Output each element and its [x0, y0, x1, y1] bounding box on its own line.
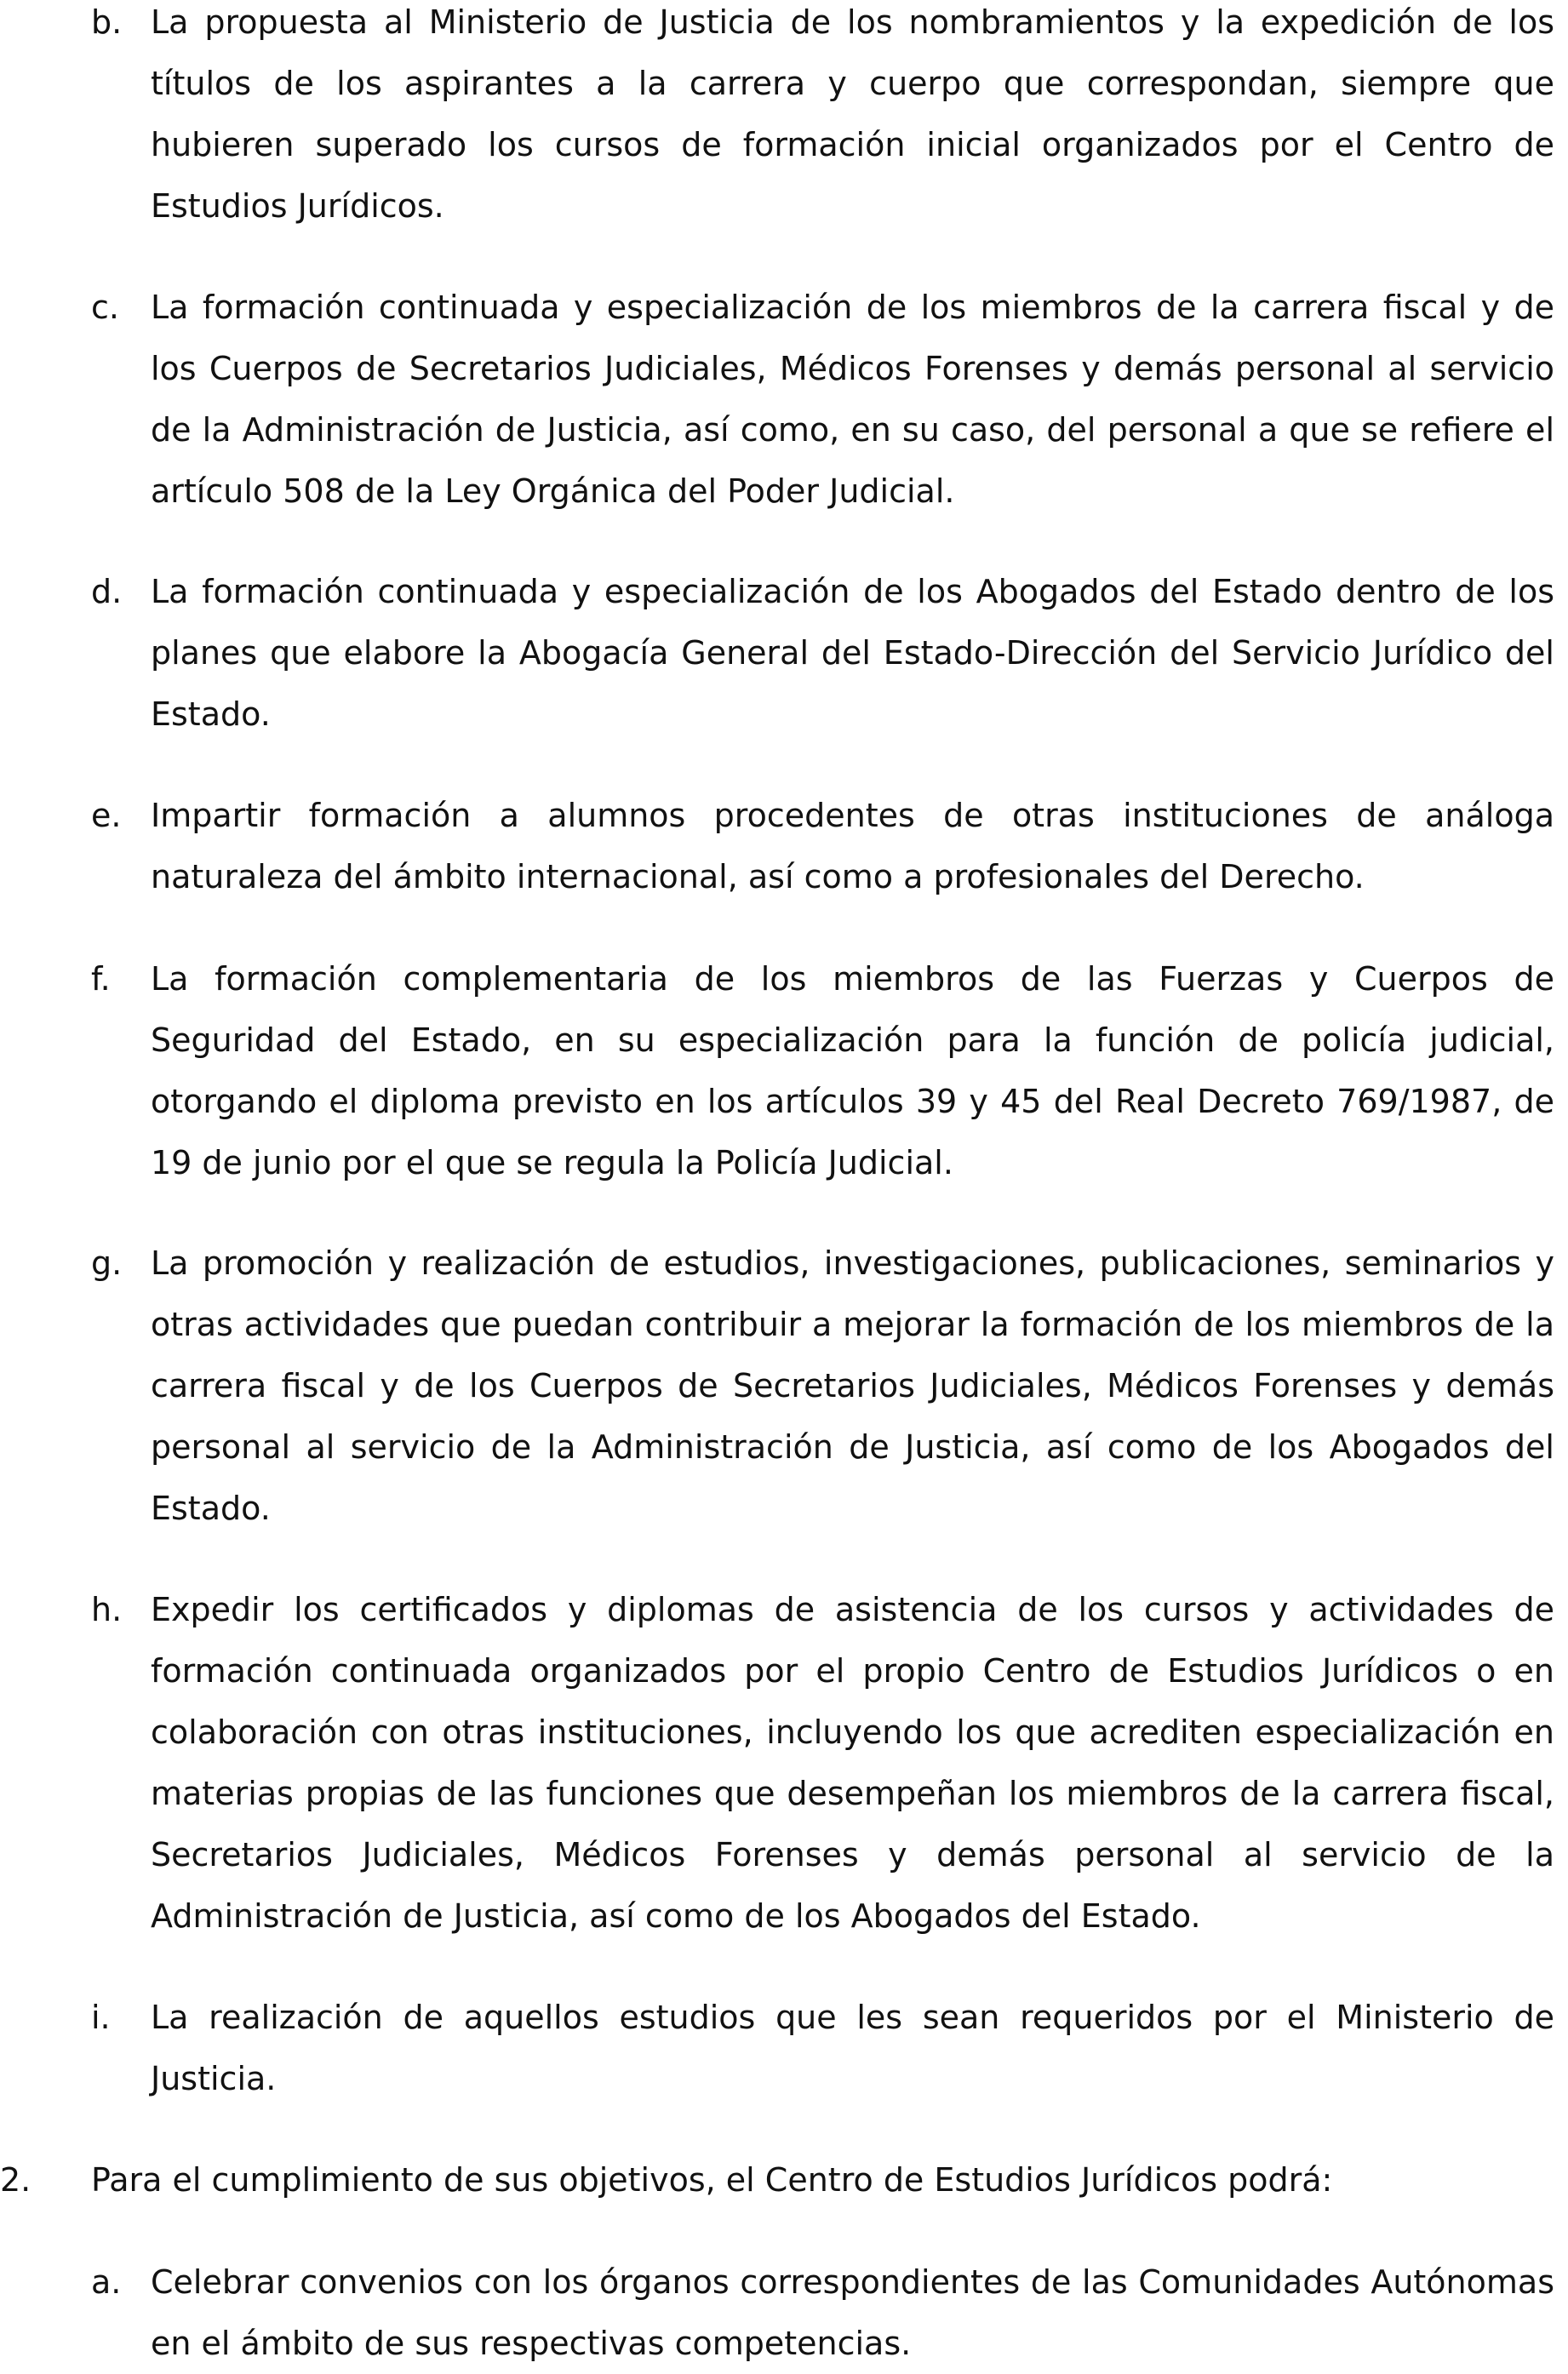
list-item-text: La promoción y realización de estudios, investigaciones, publicaciones, seminarios y otras actividades que puedan contribuir a mejorar la formación de los miembros de la carrera fiscal y de los Cuerpos de Secretarios Judiciales, Médicos Forenses y demás personal al servicio de la Administración de Justicia, así como de los Abogados del Estado.: [151, 1244, 1554, 1527]
list-item-text: La formación complementaria de los miembros de las Fuerzas y Cuerpos de Seguridad del Estado, en su especialización para la función de policía judicial, otorgando el diploma previsto en los artículos 39 y 45 del Real Decreto 769/1987, de 19 de junio por el que se regula la Policía Judicial.: [151, 960, 1554, 1181]
list-marker: c.: [91, 289, 119, 326]
list-marker: g.: [91, 1244, 123, 1282]
list-item-text: Para el cumplimiento de sus objetivos, el Centro de Estudios Jurídicos podrá:: [91, 2161, 1333, 2199]
list-marker: e.: [91, 797, 122, 834]
list-marker: 2.: [0, 2161, 31, 2199]
list-marker: b.: [91, 3, 123, 41]
list-item-text: La propuesta al Ministerio de Justicia de los nombramientos y la expedición de los títulos de los aspirantes a la carrera y cuerpo que correspondan, siempre que hubieren superado los cursos de formación inicial organizados por el Centro de Estudios Jurídicos.: [151, 3, 1554, 225]
list-marker: h.: [91, 1591, 123, 1628]
list-item-text: Expedir los certificados y diplomas de asistencia de los cursos y actividades de formación continuada organizados por el propio Centro de Estudios Jurídicos o en colaboración con otras instituciones, incluyendo los que acrediten especialización en materias propias de las funciones que desempeñan los miembros de la carrera fiscal, Secretarios Judiciales, Médicos Forenses y demás personal al servicio de la Administración de Justicia, así como de los Abogados del Estado.: [151, 1591, 1554, 1935]
list-item-text: Impartir formación a alumnos procedentes de otras instituciones de análoga naturaleza del ámbito internacional, así como a profesionales del Derecho.: [151, 797, 1554, 895]
list-marker: a.: [91, 2263, 122, 2301]
list-marker: f.: [91, 960, 111, 998]
list-marker: i.: [91, 1999, 111, 2036]
list-item-text: La formación continuada y especialización de los miembros de la carrera fiscal y de los Cuerpos de Secretarios Judiciales, Médicos Forenses y demás personal al servicio de la Administración de Justicia, así como, en su caso, del personal a que se refiere el artículo 508 de la Ley Orgánica del Poder Judicial.: [151, 289, 1554, 510]
list-item-text: La realización de aquellos estudios que les sean requeridos por el Ministerio de Justicia.: [151, 1999, 1554, 2097]
list-item-text: Celebrar convenios con los órganos correspondientes de las Comunidades Autónomas en el ámbito de sus respectivas competencias.: [151, 2263, 1554, 2362]
list-item-text: La formación continuada y especialización de los Abogados del Estado dentro de los planes que elabore la Abogacía General del Estado-Dirección del Servicio Jurídico del Estado.: [151, 573, 1554, 733]
list-marker: d.: [91, 573, 123, 610]
